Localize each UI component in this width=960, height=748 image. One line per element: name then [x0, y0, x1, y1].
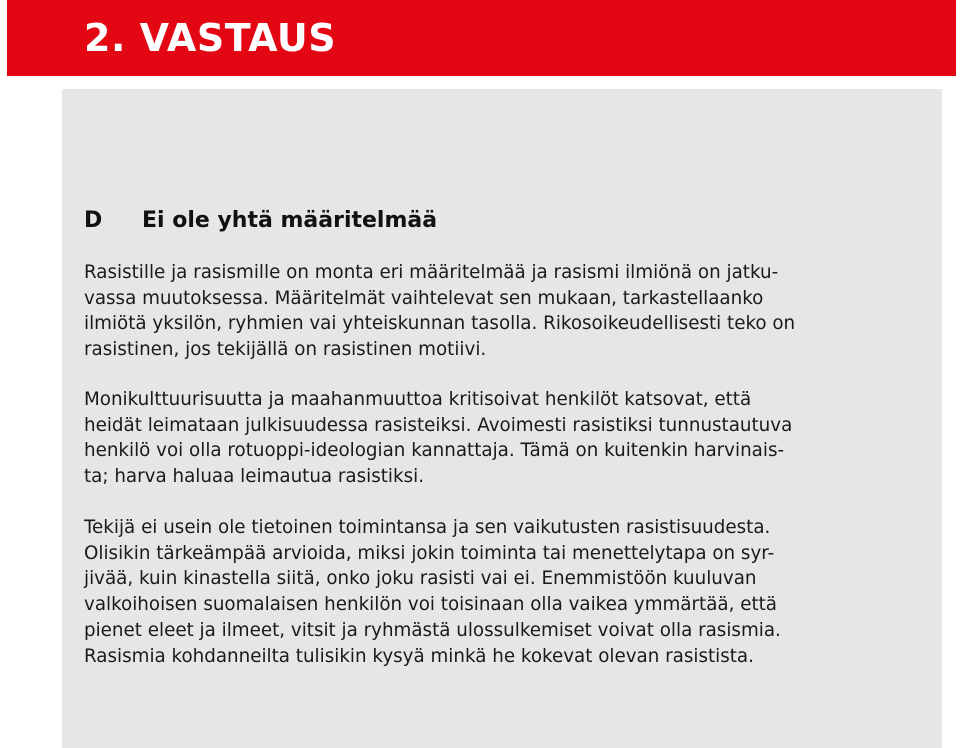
text-line: Rasismia kohdanneilta tulisikin kysyä minkä he kokevat olevan rasistista. — [84, 645, 754, 667]
text-line: valkoihoisen suomalaisen henkilön voi toisinaan olla vaikea ymmärtää, että — [84, 594, 778, 616]
header-banner — [7, 0, 956, 76]
text-line: Olisikin tärkeämpää arvioida, miksi jokin toiminta tai menettelytapa on syr- — [84, 542, 775, 564]
text-line: Tekijä ei usein ole tietoinen toimintansa ja sen vaikutusten rasistisuudesta. — [84, 517, 771, 538]
text-line: pienet eleet ja ilmeet, vitsit ja ryhmästä ulossulkemiset voivat olla rasismia. — [84, 619, 781, 641]
answer-letter: D — [84, 208, 103, 233]
text-line: Monikulttuurisuutta ja maahanmuuttoa kritisoivat henkilöt katsovat, että — [84, 389, 752, 410]
text-line: heidät leimataan julkisuudessa rasisteiksi. Avoimesti rasistiksi tunnustautuva — [84, 414, 793, 436]
paragraph-3 — [84, 515, 884, 669]
answer-title: Ei ole yhtä määritelmää — [142, 208, 438, 233]
paragraph-1 — [84, 260, 884, 363]
text-line: ta; harva haluaa leimautua rasistiksi. — [84, 466, 425, 488]
text-line: rasistinen, jos tekijällä on rasistinen motiivi. — [84, 339, 487, 361]
paragraph-2 — [84, 387, 884, 490]
text-line: jivää, kuin kinastella siitä, onko joku rasisti vai ei. Enemmistöön kuuluvan — [84, 568, 757, 590]
text-line: Rasistille ja rasismille on monta eri määritelmää ja rasismi ilmiönä on jatku- — [84, 262, 779, 283]
answer-heading — [84, 206, 437, 236]
text-line: ilmiötä yksilön, ryhmien vai yhteiskunnan tasolla. Rikosoikeudellisesti teko on — [84, 313, 796, 335]
text-line: henkilö voi olla rotuoppi-ideologian kannattaja. Tämä on kuitenkin harvinais- — [84, 440, 785, 462]
text-line: vassa muutoksessa. Määritelmät vaihtelevat sen mukaan, tarkastellaanko — [84, 287, 764, 309]
page-title: 2. VASTAUS — [84, 16, 337, 60]
